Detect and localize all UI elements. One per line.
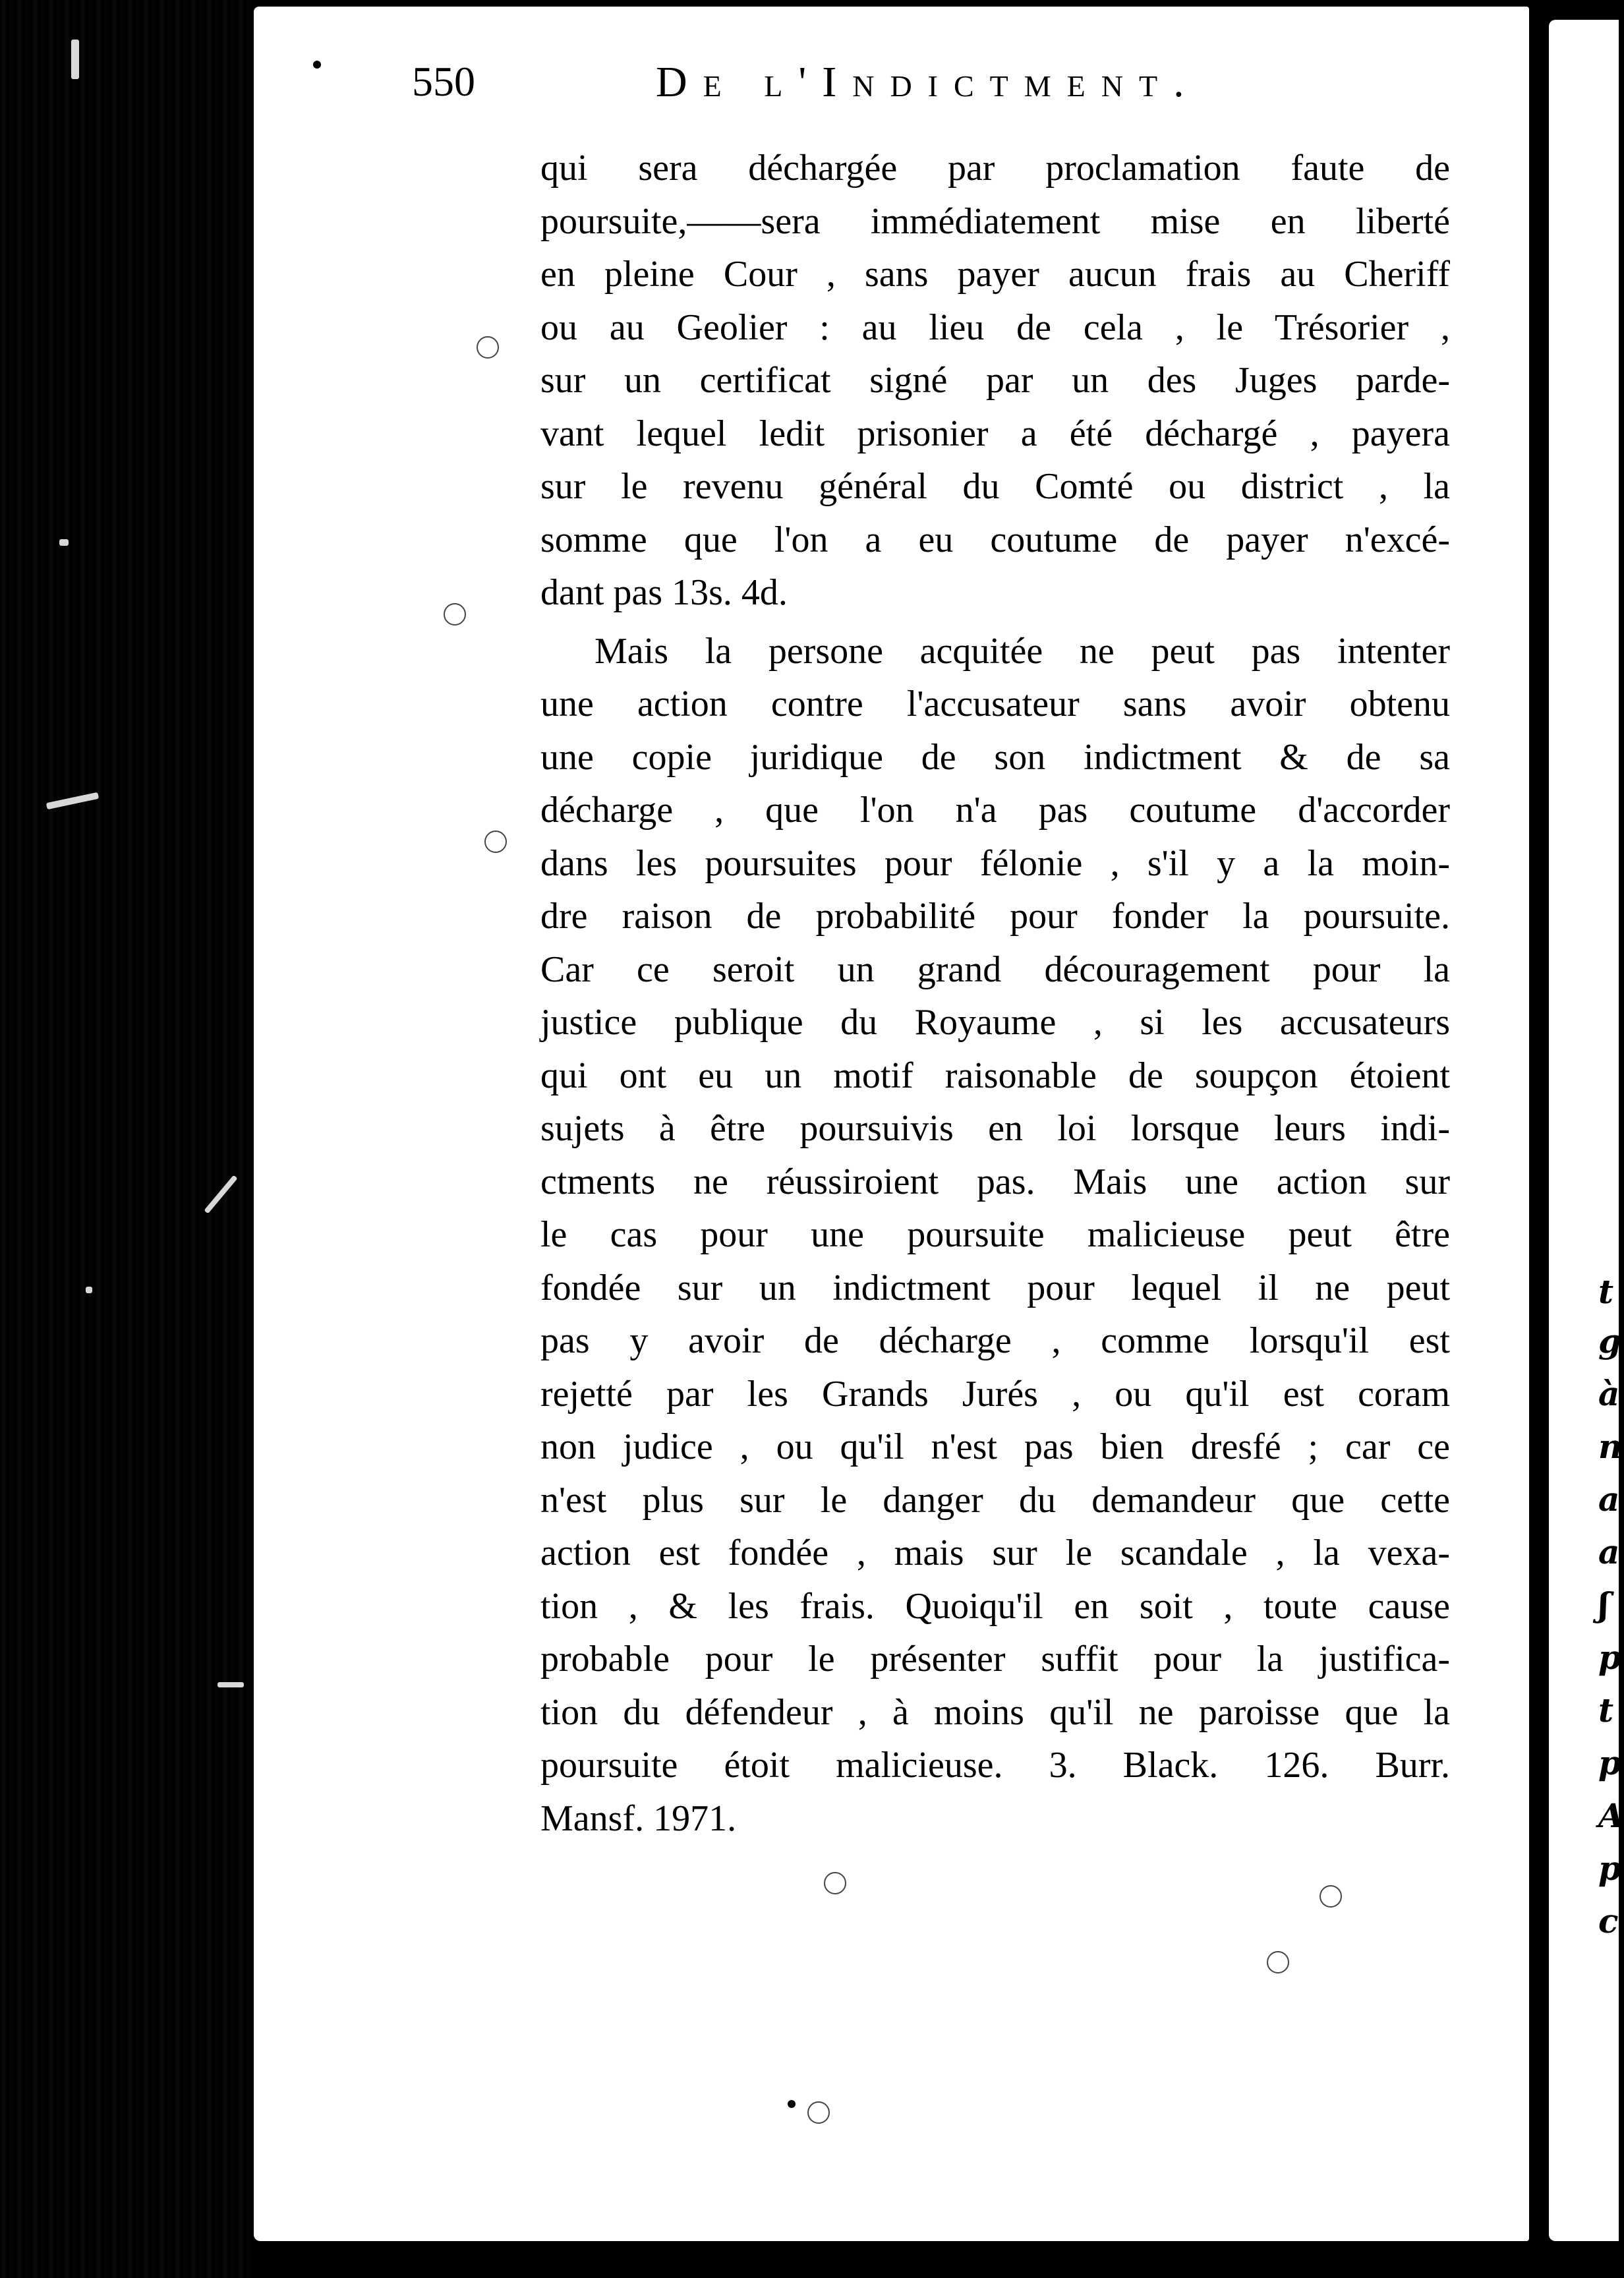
edge-letter: à (1598, 1374, 1620, 1413)
text-line: n'est plus sur le danger du demandeur que cette (540, 1479, 1450, 1521)
text-line: sujets à être poursuivis en loi lorsque leurs indi- (540, 1108, 1450, 1149)
edge-letter: c (1598, 1902, 1619, 1941)
text-line: vant lequel ledit prisonier a été déchargé , payera (540, 413, 1450, 454)
text-line: sur un certificat signé par un des Juges parde- (540, 360, 1450, 401)
text-line: dre raison de probabilité pour fonder la poursuite. (540, 896, 1450, 937)
text-line: Mansf. 1971. (540, 1797, 737, 1839)
text-line: action est fondée , mais sur le scandale , la vexa- (540, 1533, 1450, 1573)
edge-letter: p (1598, 1638, 1621, 1677)
text-line: justice publique du Royaume , si les accusateurs (540, 1002, 1450, 1043)
bleed-through-circle (444, 603, 466, 626)
text-line: le cas pour une poursuite malicieuse peut être (540, 1214, 1450, 1255)
book-spine (0, 0, 254, 2278)
text-line: décharge , que l'on n'a pas coutume d'accorder (540, 790, 1450, 831)
spine-scratch (46, 792, 99, 809)
spine-scratch (59, 539, 69, 546)
bleed-through-circle (807, 2101, 830, 2124)
text-line: poursuite étoit malicieuse. 3. Black. 126. Burr. (540, 1745, 1450, 1786)
bleed-through-circle (477, 336, 499, 359)
bleed-through-circle (1267, 1951, 1289, 1973)
text-line: probable pour le présenter suffit pour la justifica- (540, 1639, 1450, 1679)
bleed-through-circle (824, 1872, 846, 1894)
edge-letter: ʃ (1598, 1585, 1610, 1624)
text-line: somme que l'on a eu coutume de payer n'excé- (540, 519, 1450, 560)
text-line: tion du défendeur , à moins qu'il ne paroisse que la (540, 1691, 1450, 1733)
page-number: 550 (412, 58, 475, 105)
bleed-through-circle (1320, 1885, 1342, 1908)
bleed-through-circle (484, 831, 507, 853)
text-line: pas y avoir de décharge , comme lorsqu'il est (540, 1320, 1450, 1361)
edge-letter: a (1598, 1533, 1620, 1571)
text-line: ctments ne réussiroient pas. Mais une action sur (540, 1161, 1450, 1202)
text-line: une copie juridique de son indictment & de sa (540, 736, 1450, 778)
text-line: une action contre l'accusateur sans avoir obtenu (540, 684, 1450, 724)
paragraph-gap (540, 620, 1450, 625)
text-line: poursuite,——sera immédiatement mise en liberté (540, 200, 1450, 242)
spine-scratch (204, 1175, 237, 1214)
text-line: qui ont eu un motif raisonable de soupçon étoient (540, 1055, 1450, 1096)
text-line: tion , & les frais. Quoiqu'il en soit , toute cause (540, 1585, 1450, 1627)
text-line: non judice , ou qu'il n'est pas bien dresfé ; car ce (540, 1426, 1450, 1467)
ink-speck (788, 2100, 796, 2108)
edge-letter: p (1598, 1743, 1621, 1782)
ink-speck (313, 61, 321, 69)
text-line: rejetté par les Grands Jurés , ou qu'il est coram (540, 1373, 1450, 1415)
text-line: dans les poursuites pour félonie , s'il y a la moin- (540, 842, 1450, 884)
edge-letter: t (1598, 1272, 1614, 1311)
edge-letter: a (1598, 1480, 1620, 1519)
text-line: ou au Geolier : au lieu de cela , le Trésorier , (540, 307, 1450, 348)
edge-letter: t (1598, 1691, 1614, 1730)
spine-scratch (86, 1287, 92, 1293)
spine-scratch (71, 40, 79, 79)
text-line: Mais la persone acquitée ne peut pas intenter (594, 630, 1450, 672)
text-line: en pleine Cour , sans payer aucun frais au Cheriff (540, 254, 1450, 295)
edge-letter: g (1598, 1322, 1621, 1360)
running-head: De l'Indictment. (656, 58, 1200, 106)
edge-letter: p (1598, 1849, 1621, 1888)
text-line: fondée sur un indictment pour lequel il ne peut (540, 1267, 1450, 1308)
edge-letter: n (1598, 1427, 1623, 1466)
text-line: Car ce seroit un grand découragement pour la (540, 949, 1450, 990)
text-line: sur le revenu général du Comté ou district , la (540, 466, 1450, 507)
spine-scratch (218, 1682, 244, 1687)
edge-letter: A (1598, 1796, 1624, 1835)
body-text (540, 142, 1450, 1845)
text-line: qui sera déchargée par proclamation faute de (540, 148, 1450, 189)
text-line: dant pas 13s. 4d. (540, 572, 788, 613)
